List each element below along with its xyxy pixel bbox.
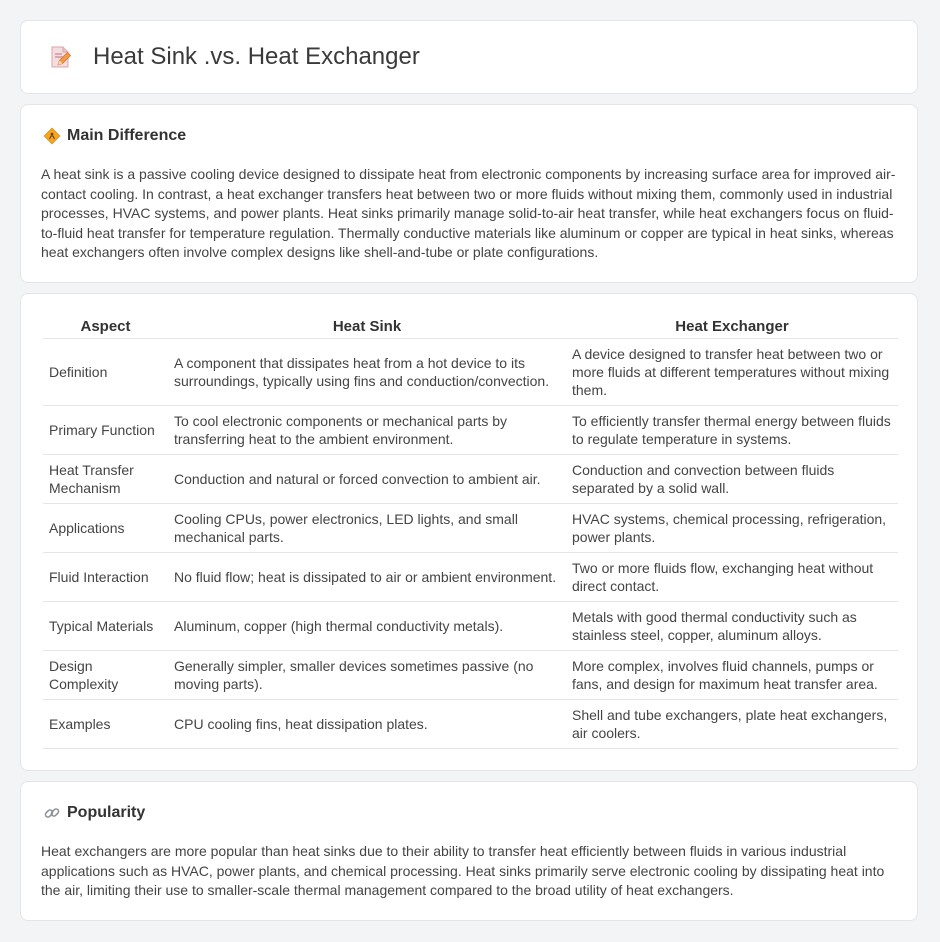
main-difference-text: A heat sink is a passive cooling device designed to dissipate heat from electronic components by increasing surface area for improved air-contact cooling. In contrast, a heat exchanger transfers heat between two or more fluids without mixing them, commonly used in industrial processes, HVAC systems, and power plants. Heat sinks primarily manage solid-to-air heat transfer, while heat exchangers focus on fluid-to-fluid heat transfer for temperature regulation. Thermally conductive materials like aluminum or copper are typical in heat sinks, whereas heat exchangers often involve complex designs like shell-and-tube or plate configurations.	[41, 166, 896, 261]
pencil-page-icon	[47, 44, 73, 70]
heat-sink-cell: Generally simpler, smaller devices sometimes passive (no moving parts).	[168, 651, 566, 700]
table-row	[43, 406, 898, 455]
table-header-row	[43, 316, 898, 339]
table-row	[43, 504, 898, 553]
header-aspect: Aspect	[43, 316, 168, 339]
table-row	[43, 651, 898, 700]
aspect-cell: Applications	[43, 504, 168, 553]
page-title: Heat Sink .vs. Heat Exchanger	[93, 43, 420, 70]
heat-exchanger-cell: Two or more fluids flow, exchanging heat without direct contact.	[566, 553, 898, 602]
link-icon	[43, 804, 61, 822]
table-row	[43, 455, 898, 504]
heat-sink-cell: CPU cooling fins, heat dissipation plates.	[168, 700, 566, 749]
main-difference-heading	[43, 127, 186, 145]
header-heat-sink: Heat Sink	[168, 316, 566, 339]
table-row	[43, 339, 898, 406]
main-difference-card	[20, 104, 918, 283]
popularity-card	[20, 781, 918, 921]
popularity-title: Popularity	[67, 804, 146, 821]
header-heat-exchanger: Heat Exchanger	[566, 316, 898, 339]
aspect-cell: Design Complexity	[43, 651, 168, 700]
header-card	[20, 20, 918, 94]
aspect-cell: Examples	[43, 700, 168, 749]
aspect-cell: Heat Transfer Mechanism	[43, 455, 168, 504]
heat-exchanger-cell: Metals with good thermal conductivity such as stainless steel, copper, aluminum alloys.	[566, 602, 898, 651]
popularity-heading	[43, 804, 145, 822]
aspect-cell: Fluid Interaction	[43, 553, 168, 602]
table-row	[43, 553, 898, 602]
table-row	[43, 602, 898, 651]
heat-exchanger-cell: A device designed to transfer heat between two or more fluids at different temperatures without mixing them.	[566, 339, 898, 406]
heat-sink-cell: Cooling CPUs, power electronics, LED lights, and small mechanical parts.	[168, 504, 566, 553]
heat-exchanger-cell: To efficiently transfer thermal energy between fluids to regulate temperature in systems.	[566, 406, 898, 455]
heat-exchanger-cell: More complex, involves fluid channels, pumps or fans, and design for maximum heat transfer area.	[566, 651, 898, 700]
aspect-cell: Primary Function	[43, 406, 168, 455]
main-difference-title: Main Difference	[67, 127, 187, 144]
aspect-cell: Definition	[43, 339, 168, 406]
heat-exchanger-cell: Conduction and convection between fluids separated by a solid wall.	[566, 455, 898, 504]
title-row	[47, 43, 420, 71]
heat-sink-cell: To cool electronic components or mechanical parts by transferring heat to the ambient environment.	[168, 406, 566, 455]
heat-sink-cell: Aluminum, copper (high thermal conductivity metals).	[168, 602, 566, 651]
comparison-table	[43, 316, 898, 749]
heat-exchanger-cell: Shell and tube exchangers, plate heat exchangers, air coolers.	[566, 700, 898, 749]
heat-sink-cell: A component that dissipates heat from a hot device to its surroundings, typically using fins and conduction/convection.	[168, 339, 566, 406]
heat-sink-cell: Conduction and natural or forced convection to ambient air.	[168, 455, 566, 504]
warning-sign-icon	[43, 127, 61, 145]
aspect-cell: Typical Materials	[43, 602, 168, 651]
heat-sink-cell: No fluid flow; heat is dissipated to air or ambient environment.	[168, 553, 566, 602]
popularity-text: Heat exchangers are more popular than heat sinks due to their ability to transfer heat efficiently between fluids in various industrial applications such as HVAC, power plants, and chemical processing. Heat sinks primarily serve electronic cooling by dissipating heat into the air, limiting their use to smaller-scale thermal management compared to the broad utility of heat exchangers.	[41, 843, 885, 899]
heat-exchanger-cell: HVAC systems, chemical processing, refrigeration, power plants.	[566, 504, 898, 553]
comparison-card	[20, 293, 918, 771]
table-row	[43, 700, 898, 749]
